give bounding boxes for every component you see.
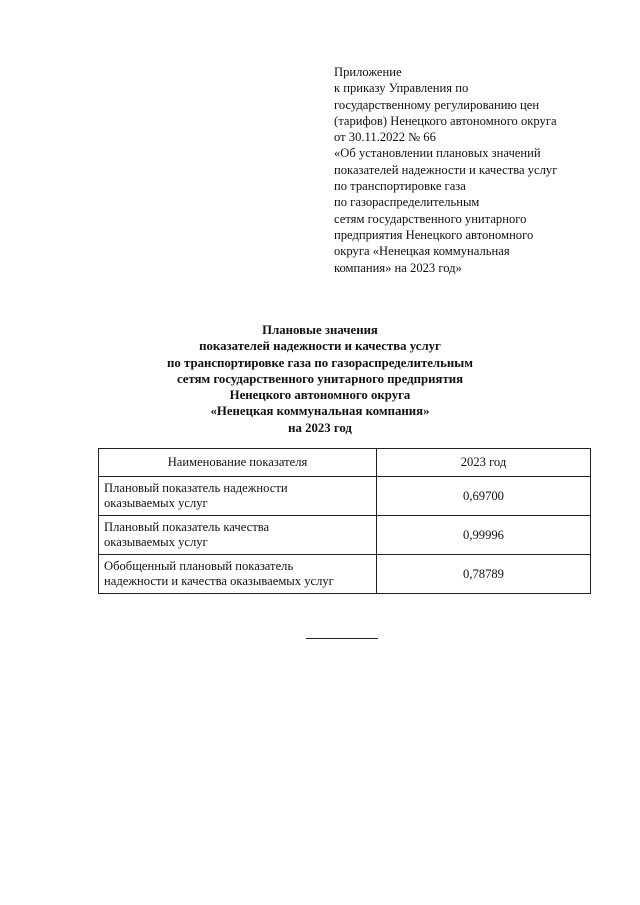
indicator-value: 0,78789 <box>377 555 591 594</box>
indicator-name-cell <box>99 477 377 516</box>
title-line: по транспортировке газа по газораспределительным <box>167 355 473 370</box>
title-line: на 2023 год <box>288 420 352 435</box>
table-row <box>99 477 591 516</box>
appendix-line: от 30.11.2022 № 66 <box>334 130 436 145</box>
indicator-name-line: надежности и качества оказываемых услуг <box>104 574 334 588</box>
appendix-line: Приложение <box>334 65 402 79</box>
appendix-block <box>334 64 634 276</box>
appendix-line: округа «Ненецкая коммунальная <box>334 244 510 259</box>
appendix-line: по газораспределительным <box>334 195 480 210</box>
appendix-line: сетям государственного унитарного <box>334 211 527 226</box>
header-indicator-name: Наименование показателя <box>99 449 377 477</box>
indicator-name-line: оказываемых услуг <box>104 496 208 510</box>
appendix-line: «Об установлении плановых значений <box>334 146 541 161</box>
title-line: Ненецкого автономного округа <box>229 388 411 403</box>
indicators-table <box>98 448 591 594</box>
indicator-name-line: оказываемых услуг <box>104 535 208 549</box>
title-line: показателей надежности и качества услуг <box>199 339 441 354</box>
end-divider <box>306 638 378 639</box>
header-year: 2023 год <box>377 449 591 477</box>
title-line: «Ненецкая коммунальная компания» <box>210 404 430 419</box>
indicator-name-line: Плановый показатель качества <box>104 520 270 534</box>
indicator-name-line: Плановый показатель надежности <box>104 481 288 495</box>
appendix-line: предприятия Ненецкого автономного <box>334 227 534 242</box>
indicator-name-cell <box>99 516 377 555</box>
indicator-value: 0,99996 <box>377 516 591 555</box>
title-line: сетям государственного унитарного предприятия <box>176 371 464 386</box>
document-title <box>0 322 640 436</box>
title-line: Плановые значения <box>262 323 378 337</box>
table-row <box>99 516 591 555</box>
appendix-line: к приказу Управления по <box>334 81 469 96</box>
indicator-name-cell <box>99 555 377 594</box>
table-row <box>99 555 591 594</box>
appendix-line: государственному регулированию цен <box>334 97 540 112</box>
indicator-value: 0,69700 <box>377 477 591 516</box>
indicator-name-line: Обобщенный плановый показатель <box>104 559 294 573</box>
table-header-row <box>99 449 591 477</box>
appendix-line: показателей надежности и качества услуг <box>334 162 558 177</box>
appendix-line: по транспортировке газа <box>334 179 466 194</box>
appendix-line: (тарифов) Ненецкого автономного округа <box>334 113 557 128</box>
appendix-line: компания» на 2023 год» <box>334 260 462 275</box>
